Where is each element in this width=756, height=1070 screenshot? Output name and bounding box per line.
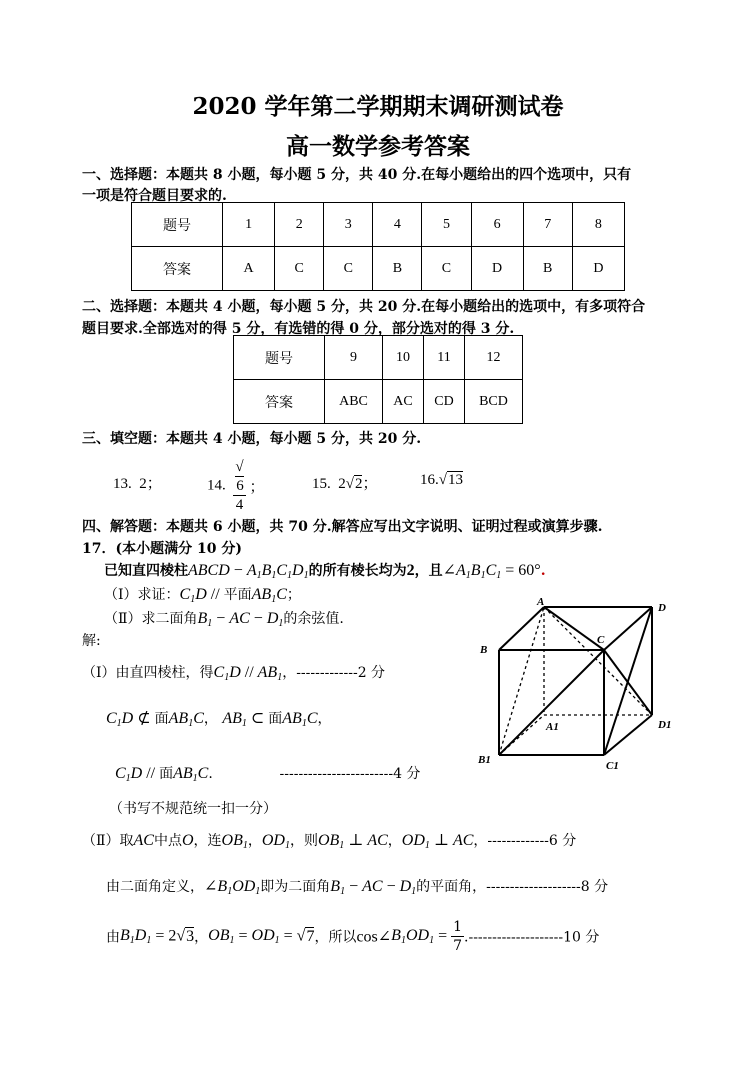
table-cell: 9: [325, 336, 383, 380]
answer-15: 15. 2√2；: [312, 476, 378, 492]
label-B: B: [480, 644, 488, 656]
part1-prompt: （Ⅰ）求证：$C_1D$ // 平面$AB_1C$；: [104, 586, 301, 605]
section2-heading-line2: 题目要求.全部选对的得 5 分，有选错的得 0 分，部分选对的得 3 分.: [82, 321, 515, 337]
table-cell: 11: [423, 336, 464, 380]
edge-AC: [544, 607, 604, 650]
answer-13: 13. 2；: [113, 476, 162, 492]
table-cell: 10: [383, 336, 424, 380]
table-cell: C: [324, 247, 373, 291]
label-B1: B1: [478, 754, 491, 766]
section3-heading: 三、填空题：本题共 4 小题，每小题 5 分，共 20 分.: [82, 431, 422, 447]
part2-prompt: （Ⅱ）求二面角$B_1$ − AC − $D_1$的余弦值.: [104, 610, 344, 629]
label-C1: C1: [606, 760, 619, 772]
table-cell: D: [572, 247, 624, 291]
table-cell: BCD: [464, 380, 522, 424]
table-cell: A: [223, 247, 275, 291]
multi-answer-table: [233, 335, 523, 424]
table-cell: B: [523, 247, 572, 291]
answer-14: 14. √ 6 4 ；: [207, 459, 265, 513]
section2-heading-line1: 二、选择题：本题共 4 小题，每小题 5 分，共 20 分.在每小题给出的选项中，有多项符合: [82, 299, 646, 315]
table-header-cell: 题号: [234, 336, 325, 380]
prism-figure: [474, 595, 680, 775]
table-cell: 7: [523, 203, 572, 247]
table-cell: AC: [383, 380, 424, 424]
solution-step2: $C_1D$ ⊄ 面$AB_1C$， $AB_1$ ⊂ 面$AB_1C$，: [106, 710, 332, 729]
label-D1: D1: [658, 719, 672, 731]
section1-heading-line1: 一、选择题：本题共 8 小题，每小题 5 分，共 40 分.在每小题给出的四个选项中，只有: [82, 167, 632, 183]
table-cell: 1: [223, 203, 275, 247]
solution-label: 解:: [82, 633, 101, 649]
table-cell: 8: [572, 203, 624, 247]
solution-note: （书写不规范统一扣一分）: [109, 801, 277, 817]
answer-16: 16.√13: [420, 472, 463, 488]
table-cell: 5: [422, 203, 471, 247]
table-header-cell: 题号: [132, 203, 223, 247]
page-subtitle: 高一数学参考答案: [286, 133, 470, 160]
table-cell: 6: [471, 203, 523, 247]
table-cell: B: [373, 247, 422, 291]
table-cell: D: [471, 247, 523, 291]
section1-heading-line2: 一项是符合题目要求的.: [82, 188, 227, 204]
q17-stem: 已知直四棱柱ABCD − $A_1B_1C_1D_1$的所有棱长均为2，且$\angle A_1B_1C_1 = 60^\circ$.: [104, 562, 546, 581]
table-cell: CD: [423, 380, 464, 424]
solution-step5: 由二面角定义，$\angle B_1OD_1$即为二面角$B_1$ − AC − $D_1$的平面角，--------------------8 分: [106, 878, 609, 897]
solution-step4: （Ⅱ）取AC中点O，连$OB_1$，$OD_1$，则$OB_1$ ⊥ AC，$OD_1$ ⊥ AC，-------------6 分: [82, 832, 577, 851]
q17-title: 17．(本小题满分 10 分): [82, 541, 242, 557]
solution-step3: $C_1D$ // 面$AB_1C$. ------------------------4 分: [115, 765, 421, 784]
table-cell: 3: [324, 203, 373, 247]
table-cell: C: [422, 247, 471, 291]
page-title: 2020 学年第二学期期末调研测试卷: [192, 93, 564, 120]
table-cell: ABC: [325, 380, 383, 424]
section4-heading: 四、解答题：本题共 6 小题，共 70 分.解答应写出文字说明、证明过程或演算步骤.: [82, 519, 603, 535]
hidden-edge-AD1: [544, 607, 652, 715]
table-cell: C: [275, 247, 324, 291]
solution-step6: 由$B_1D_1 = 2√3$，$OB_1 = OD_1 = √7$，所以$\cos\angle B_1OD_1$ = $\frac{1}{7}$ .--------------------10 分: [106, 919, 600, 954]
label-C: C: [597, 634, 605, 646]
table-header-cell: 答案: [234, 380, 325, 424]
table-cell: 12: [464, 336, 522, 380]
label-A1: A1: [546, 721, 559, 733]
label-A: A: [537, 596, 545, 608]
label-D: D: [658, 602, 666, 614]
table-header-cell: 答案: [132, 247, 223, 291]
table-cell: 4: [373, 203, 422, 247]
mc-answer-table: [131, 202, 625, 291]
solution-step1: （Ⅰ）由直四棱柱，得$C_1D // AB_1$，-------------2 分: [82, 664, 386, 683]
table-cell: 2: [275, 203, 324, 247]
